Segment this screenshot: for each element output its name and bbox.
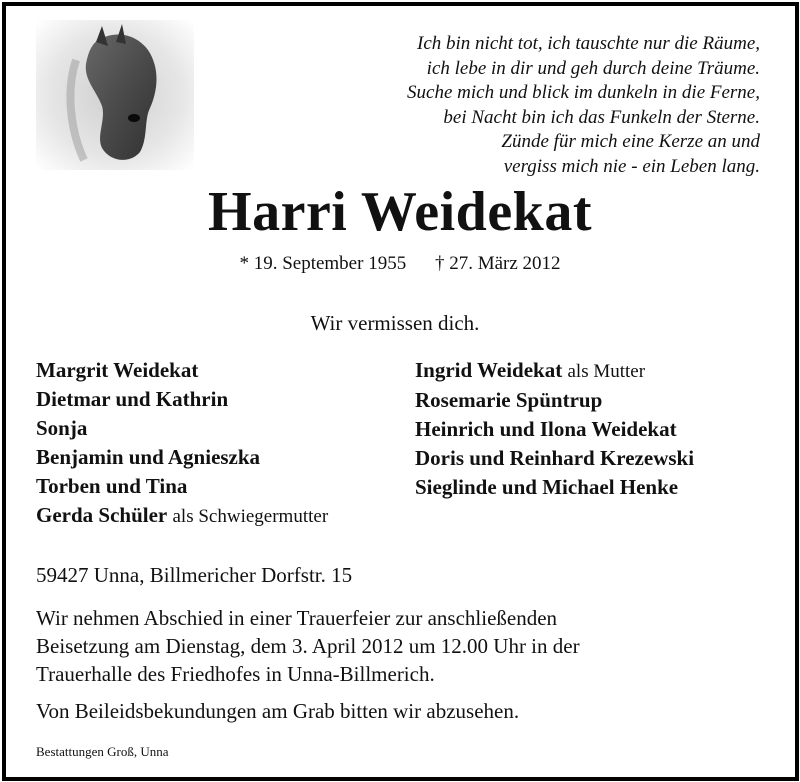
- mourners-right: [415, 356, 694, 502]
- deceased-name: Harri Weidekat: [208, 181, 592, 243]
- mourner: Benjamin und Agnieszka: [36, 445, 261, 469]
- ceremony-line: Trauerhalle des Friedhofes in Unna-Billmerich.: [36, 662, 435, 686]
- address: 59427 Unna, Billmericher Dorfstr. 15: [36, 563, 353, 587]
- death-date: † 27. März 2012: [434, 253, 561, 274]
- mourner: Torben und Tina: [36, 474, 188, 498]
- poem-line: Suche mich und blick im dunkeln in die Ferne,: [407, 82, 760, 103]
- mourner: Gerda Schüler als Schwiegermutter: [36, 503, 329, 527]
- mourners-left: [36, 356, 328, 531]
- ceremony-line: Wir nehmen Abschied in einer Trauerfeier zur anschließenden: [36, 606, 558, 630]
- poem-line: vergiss mich nie - ein Leben lang.: [503, 155, 760, 177]
- mourner: Sonja: [36, 416, 88, 440]
- life-dates: [0, 253, 800, 275]
- condolence-note: Von Beileidsbekundungen am Grab bitten wir abzusehen.: [36, 699, 520, 723]
- horse-photo: [36, 20, 194, 170]
- miss-line: Wir vermissen dich.: [310, 311, 480, 335]
- birth-date: * 19. September 1955: [239, 253, 407, 274]
- mourner: Ingrid Weidekat als Mutter: [415, 358, 646, 382]
- mourner: Heinrich und Ilona Weidekat: [415, 417, 677, 441]
- ceremony-line: Beisetzung am Dienstag, dem 3. April 2012 um 12.00 Uhr in der: [36, 634, 580, 658]
- poem-line: bei Nacht bin ich das Funkeln der Sterne.: [443, 106, 760, 128]
- mourner: Margrit Weidekat: [36, 358, 199, 382]
- poem: [340, 32, 760, 179]
- poem-line: ich lebe in dir und geh durch deine Träume.: [426, 57, 760, 79]
- poem-line: Ich bin nicht tot, ich tauschte nur die Räume,: [417, 33, 760, 54]
- mourner: Rosemarie Spüntrup: [415, 388, 603, 412]
- mourner: Sieglinde und Michael Henke: [415, 475, 679, 499]
- mourner: Doris und Reinhard Krezewski: [415, 446, 695, 470]
- funeral-home: Bestattungen Groß, Unna: [36, 744, 169, 759]
- poem-line: Zünde für mich eine Kerze an und: [501, 131, 760, 152]
- ceremony-text: [36, 604, 736, 688]
- mourner: Dietmar und Kathrin: [36, 387, 229, 411]
